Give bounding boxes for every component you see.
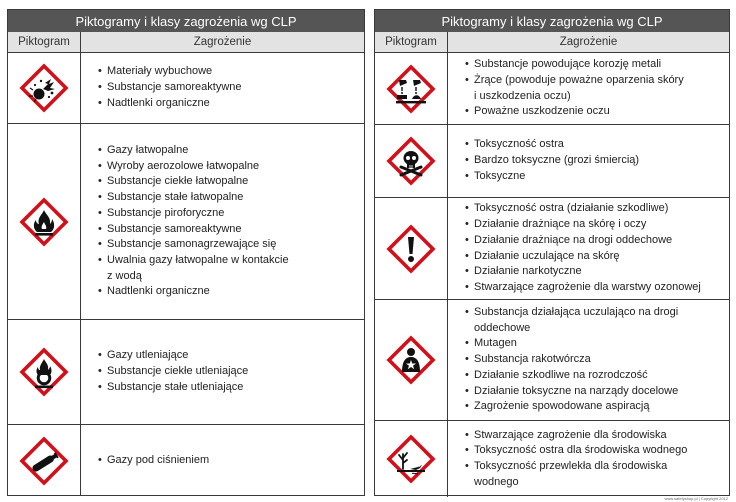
- hazard-row-oxidising: [8, 320, 364, 425]
- corrosion-icon: [375, 53, 448, 124]
- exclamation-mark-icon: [375, 198, 448, 299]
- hazard-row-explosive: [8, 53, 364, 124]
- gas-cylinder-icon: [8, 425, 81, 496]
- exploding-bomb-icon: [8, 53, 81, 123]
- hazard-item: • Działanie narkotyczne: [465, 264, 701, 280]
- hazard-item: • Działanie toksyczne na narządy docelowe: [465, 384, 678, 400]
- hazard-item: • Substancja działająca uczulająco na drogi: [465, 305, 678, 321]
- hazard-row-corrosive: [375, 53, 729, 125]
- hazard-row-flammable: [8, 124, 364, 320]
- hazard-item-continuation: i uszkodzenia oczu): [474, 89, 571, 102]
- hazard-item: • Substancje samoreaktywne: [98, 80, 242, 96]
- right-panel-title: Piktogramy i klasy zagrożenia wg CLP: [375, 10, 729, 32]
- flame-over-circle-icon: [8, 320, 81, 424]
- hazard-row-health: [375, 300, 729, 421]
- hazard-item: • Działanie drażniące na skórę i oczy: [465, 217, 701, 233]
- hazard-item: • Nadtlenki organiczne: [98, 284, 289, 300]
- right-column-header: [375, 32, 729, 53]
- hazard-item-continuation: wodnego: [474, 475, 519, 488]
- hazard-item: • Nadtlenki organiczne: [98, 96, 242, 112]
- hazard-item: • Toksyczność ostra (działanie szkodliwe): [465, 201, 701, 217]
- hazard-item: • Substancje stałe łatwopalne: [98, 190, 289, 206]
- hazard-row-gas-pressure: [8, 425, 364, 496]
- hazard-item: • Poważne uszkodzenie oczu: [465, 104, 684, 120]
- left-panel: [7, 9, 365, 496]
- hazard-item: • Działanie drażniące na drogi oddechowe: [465, 233, 701, 249]
- hazard-item: • Żrące (powoduje poważne oparzenia skóry: [465, 73, 684, 89]
- skull-crossbones-icon: [375, 125, 448, 197]
- left-col-hazard: Zagrożenie: [193, 36, 252, 48]
- left-col-pictogram: Piktogram: [8, 32, 81, 52]
- right-col-hazard: Zagrożenie: [559, 36, 618, 48]
- hazard-item: • Substancja rakotwórcza: [465, 352, 678, 368]
- hazard-item: • Stwarzające zagrożenie dla środowiska: [465, 428, 687, 444]
- hazard-item: • Substancje samonagrzewające się: [98, 237, 289, 253]
- hazard-item: • Materiały wybuchowe: [98, 64, 242, 80]
- hazard-item: • Substancje piroforyczne: [98, 206, 289, 222]
- hazard-item-continuation: z wodą: [107, 269, 142, 282]
- hazard-item: • Stwarzające zagrożenie dla warstwy ozonowej: [465, 280, 701, 296]
- hazard-item: • Wyroby aerozolowe łatwopalne: [98, 159, 289, 175]
- hazard-row-toxic: [375, 125, 729, 198]
- right-panel: [374, 9, 730, 496]
- hazard-row-harmful: [375, 198, 729, 300]
- hazard-item-continuation: oddechowe: [474, 321, 531, 334]
- hazard-item: • Substancje ciekłe utleniające: [98, 364, 248, 380]
- hazard-item: • Zagrożenie spowodowane aspiracją: [465, 399, 678, 415]
- right-col-pictogram: Piktogram: [375, 32, 448, 52]
- hazard-item: • Gazy utleniające: [98, 348, 248, 364]
- health-hazard-icon: [375, 300, 448, 420]
- hazard-item: • Działanie uczulające na skórę: [465, 249, 701, 265]
- hazard-item: • Substancje powodujące korozję metali: [465, 57, 684, 73]
- hazard-item: • Substancje stałe utleniające: [98, 380, 248, 396]
- environment-icon: [375, 421, 448, 497]
- hazard-item: • Mutagen: [465, 336, 678, 352]
- hazard-item: • Gazy łatwopalne: [98, 143, 289, 159]
- hazard-item: • Bardzo toksyczne (grozi śmiercią): [465, 153, 639, 169]
- hazard-item: • Substancje ciekłe łatwopalne: [98, 174, 289, 190]
- hazard-item: • Gazy pod ciśnieniem: [98, 453, 209, 469]
- flame-icon: [8, 124, 81, 319]
- hazard-item: • Działanie szkodliwe na rozrodczość: [465, 368, 678, 384]
- copyright-footer: www.safetyshop.pl | Copyright 2012: [664, 496, 728, 501]
- hazard-item: • Toksyczność ostra dla środowiska wodnego: [465, 443, 687, 459]
- hazard-item: • Toksyczność ostra: [465, 137, 639, 153]
- hazard-item: • Uwalnia gazy łatwopalne w kontakcie: [98, 253, 289, 269]
- left-column-header: [8, 32, 364, 53]
- left-panel-title: Piktogramy i klasy zagrożenia wg CLP: [8, 10, 364, 32]
- hazard-item: • Substancje samoreaktywne: [98, 222, 289, 238]
- hazard-item: • Toksyczne: [465, 169, 639, 185]
- hazard-row-environment: [375, 421, 729, 497]
- hazard-item: • Toksyczność przewlekła dla środowiska: [465, 459, 687, 475]
